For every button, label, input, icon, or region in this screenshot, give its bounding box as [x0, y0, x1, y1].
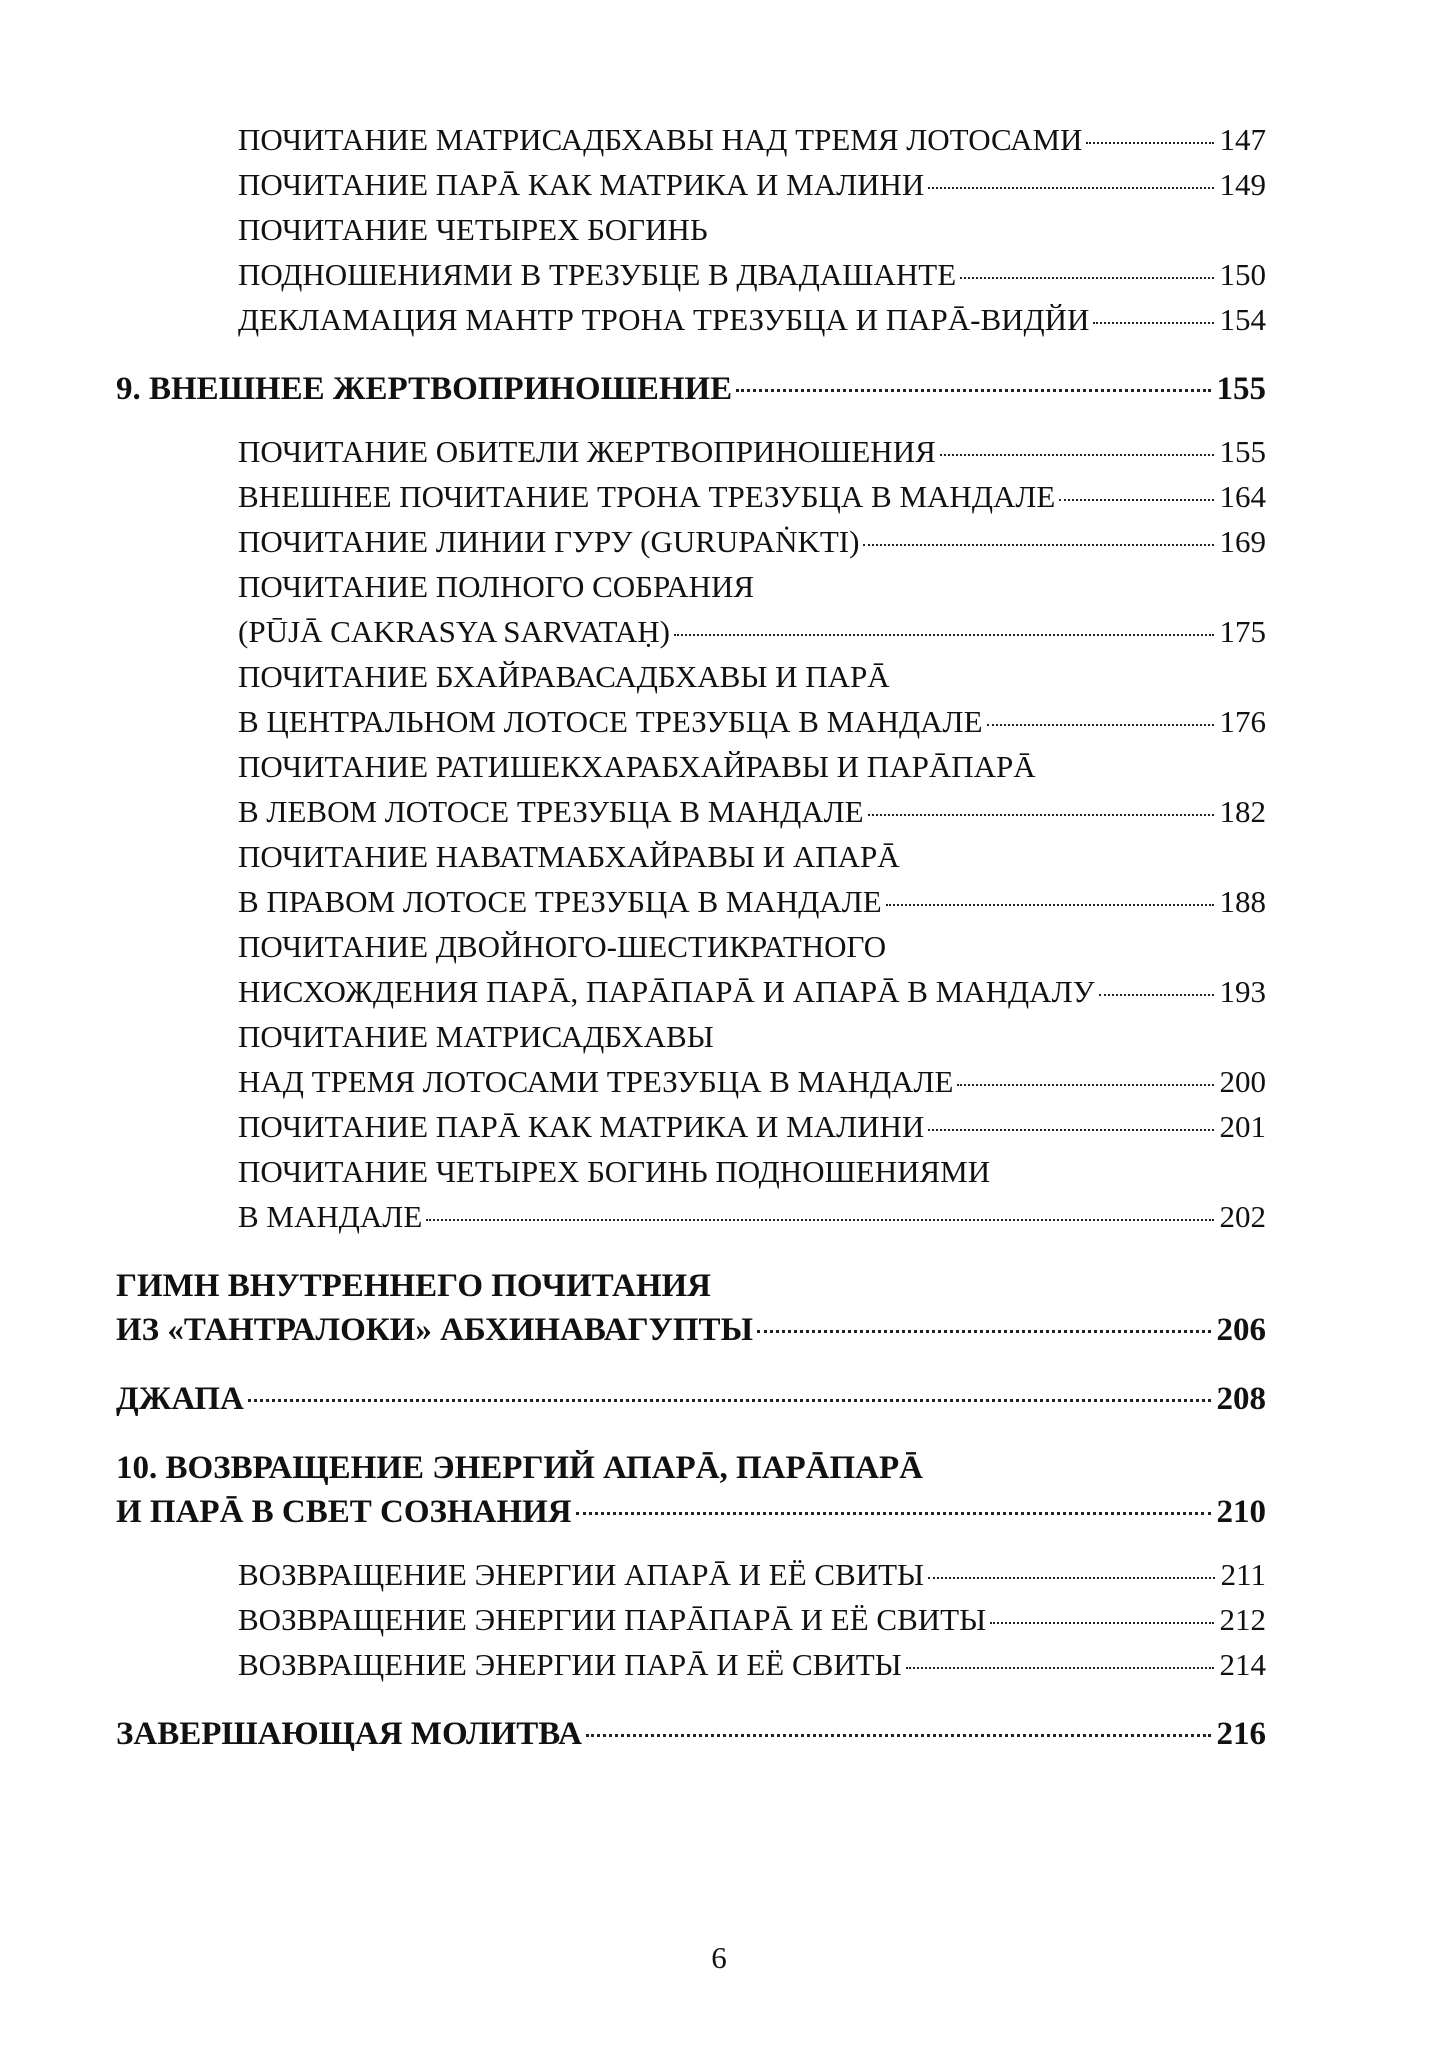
toc-entry-title: В ЛЕВОМ ЛОТОСЕ ТРЕЗУБЦА В МАНДАЛЕ: [238, 794, 864, 829]
toc-page-number: 206: [1216, 1312, 1266, 1348]
toc-page-number: 214: [1219, 1647, 1266, 1682]
dot-leader: [426, 1219, 1213, 1221]
toc-entry-line-with-page: [238, 474, 1266, 519]
dot-leader: [928, 187, 1213, 189]
toc-chapter-entry[interactable]: [116, 1264, 1266, 1352]
toc-page-number: 216: [1216, 1716, 1266, 1752]
toc-entry-title: И ПАРĀ В СВЕТ СОЗНАНИЯ: [116, 1494, 572, 1530]
toc-page-number: 147: [1219, 122, 1266, 157]
toc-page-number: 182: [1219, 794, 1266, 829]
toc-entry-title: (PŪJĀ CAKRASYA SARVATAḤ): [238, 614, 671, 649]
toc-entry-line-with-page: [116, 1490, 1266, 1534]
toc-section-entry[interactable]: [177, 519, 1266, 564]
dot-leader: [576, 1512, 1211, 1515]
dot-leader: [940, 454, 1214, 456]
toc-entry-line-with-page: [238, 1194, 1266, 1239]
toc-entry-title: ЗАВЕРШАЮЩАЯ МОЛИТВА: [116, 1716, 583, 1752]
toc-section-entry[interactable]: [177, 162, 1266, 207]
toc-entry-line-with-page: [238, 519, 1266, 564]
toc-entry-line: [238, 1149, 1266, 1194]
toc-entry-line: [238, 564, 1266, 609]
toc-entry-line: [238, 834, 1266, 879]
toc-entry-title: ПОЧИТАНИЕ МАТРИСАДБХАВЫ: [238, 1019, 714, 1054]
toc-entry-title: ВОЗВРАЩЕНИЕ ЭНЕРГИИ АПАРĀ И ЕЁ СВИТЫ: [238, 1557, 925, 1592]
toc-section-entry[interactable]: [177, 834, 1266, 924]
dot-leader: [736, 389, 1210, 392]
toc-entry-line-with-page: [238, 1642, 1266, 1687]
toc-page-number: 175: [1219, 614, 1266, 649]
toc-entry-title: В ПРАВОМ ЛОТОСЕ ТРЕЗУБЦА В МАНДАЛЕ: [238, 884, 882, 919]
toc-entry-line-with-page: [238, 609, 1266, 654]
dot-leader: [248, 1399, 1211, 1402]
toc-entry-title: ПОЧИТАНИЕ ОБИТЕЛИ ЖЕРТВОПРИНОШЕНИЯ: [238, 434, 936, 469]
table-of-contents: [116, 117, 1266, 1756]
toc-entry-title: НАД ТРЕМЯ ЛОТОСАМИ ТРЕЗУБЦА В МАНДАЛЕ: [238, 1064, 954, 1099]
dot-leader: [990, 1622, 1213, 1624]
toc-section-entry[interactable]: [177, 1014, 1266, 1104]
toc-entry-title: ПОЧИТАНИЕ ДВОЙНОГО-ШЕСТИКРАТНОГО: [238, 929, 887, 964]
toc-page-number: 212: [1219, 1602, 1266, 1637]
toc-entry-line: [116, 1446, 1266, 1490]
toc-entry-line-with-page: [238, 699, 1266, 744]
toc-entry-line-with-page: [238, 969, 1266, 1014]
toc-entry-title: ПОЧИТАНИЕ ПОЛНОГО СОБРАНИЯ: [238, 569, 755, 604]
toc-entry-line: [238, 207, 1266, 252]
toc-entry-line-with-page: [116, 1712, 1266, 1756]
toc-entry-line: [238, 924, 1266, 969]
toc-page-number: 149: [1219, 167, 1266, 202]
dot-leader: [960, 277, 1213, 279]
toc-section-entry[interactable]: [177, 474, 1266, 519]
toc-page-number: 208: [1216, 1381, 1266, 1417]
dot-leader: [674, 634, 1213, 636]
toc-entry-title: ИЗ «ТАНТРАЛОКИ» АБХИНАВАГУПТЫ: [116, 1312, 753, 1348]
toc-chapter-entry[interactable]: [116, 1712, 1266, 1756]
dot-leader: [906, 1667, 1214, 1669]
dot-leader: [1099, 994, 1214, 996]
dot-leader: [868, 814, 1214, 816]
toc-page-number: 169: [1219, 524, 1266, 559]
toc-entry-title: ВНЕШНЕЕ ПОЧИТАНИЕ ТРОНА ТРЕЗУБЦА В МАНДАЛЕ: [238, 479, 1056, 514]
toc-entry-title: НИСХОЖДЕНИЯ ПАРĀ, ПАРĀПАРĀ И АПАРĀ В МАНДАЛУ: [238, 974, 1095, 1009]
toc-entry-line-with-page: [238, 879, 1266, 924]
toc-section-entry[interactable]: [177, 429, 1266, 474]
toc-chapter-entry[interactable]: [116, 1377, 1266, 1421]
dot-leader: [757, 1330, 1211, 1333]
toc-entry-line-with-page: [116, 367, 1266, 411]
toc-entry-title: ПОЧИТАНИЕ МАТРИСАДБХАВЫ НАД ТРЕМЯ ЛОТОСАМИ: [238, 122, 1083, 157]
toc-page-number: 200: [1219, 1064, 1266, 1099]
toc-entry-title: ПОЧИТАНИЕ БХАЙРАВАСАДБХАВЫ И ПАРĀ: [238, 659, 890, 694]
toc-entry-title: В МАНДАЛЕ: [238, 1199, 423, 1234]
toc-entry-title: ПОЧИТАНИЕ ПАРĀ КАК МАТРИКА И МАЛИНИ: [238, 1109, 925, 1144]
toc-entry-title: ПОЧИТАНИЕ ЛИНИИ ГУРУ (GURUPAṄKTI): [238, 524, 860, 559]
toc-page-number: 188: [1219, 884, 1266, 919]
toc-chapter-entry[interactable]: [116, 367, 1266, 411]
toc-section-entry[interactable]: [177, 564, 1266, 654]
dot-leader: [886, 904, 1214, 906]
dot-leader: [987, 724, 1214, 726]
toc-entry-line: [116, 1264, 1266, 1308]
toc-entry-line: [238, 654, 1266, 699]
toc-page-number: 154: [1219, 302, 1266, 337]
dot-leader: [1086, 142, 1213, 144]
toc-section-entry[interactable]: [177, 924, 1266, 1014]
toc-section-entry[interactable]: [177, 117, 1266, 162]
dot-leader: [1059, 499, 1213, 501]
dot-leader: [1093, 322, 1213, 324]
toc-entry-line-with-page: [238, 1104, 1266, 1149]
page-number: 6: [711, 1940, 727, 1975]
toc-page-number: 150: [1219, 257, 1266, 292]
dot-leader: [957, 1084, 1213, 1086]
toc-section-entry[interactable]: [177, 1149, 1266, 1239]
toc-entry-line-with-page: [238, 162, 1266, 207]
toc-page-number: 155: [1216, 371, 1266, 407]
toc-entry-title: ПОЧИТАНИЕ ЧЕТЫРЕХ БОГИНЬ: [238, 212, 708, 247]
toc-page-number: 176: [1219, 704, 1266, 739]
toc-entry-title: ДЖАПА: [116, 1381, 244, 1417]
toc-section-entry[interactable]: [177, 744, 1266, 834]
toc-page-number: 164: [1219, 479, 1266, 514]
toc-entry-title: ПОЧИТАНИЕ РАТИШЕКХАРАБХАЙРАВЫ И ПАРĀПАРĀ: [238, 749, 1036, 784]
toc-section-entry[interactable]: [177, 1552, 1266, 1597]
toc-entry-line: [238, 1014, 1266, 1059]
dot-leader: [928, 1129, 1213, 1131]
toc-section-entry[interactable]: [177, 1104, 1266, 1149]
toc-entry-line: [238, 744, 1266, 789]
toc-chapter-entry[interactable]: [116, 1446, 1266, 1534]
dot-leader: [586, 1734, 1210, 1737]
toc-entry-line-with-page: [116, 1308, 1266, 1352]
toc-entry-title: ВОЗВРАЩЕНИЕ ЭНЕРГИИ ПАРĀ И ЕЁ СВИТЫ: [238, 1647, 902, 1682]
toc-entry-line-with-page: [238, 297, 1266, 342]
toc-entry-title: ПОЧИТАНИЕ ЧЕТЫРЕХ БОГИНЬ ПОДНОШЕНИЯМИ: [238, 1154, 991, 1189]
toc-entry-title: ВОЗВРАЩЕНИЕ ЭНЕРГИИ ПАРĀПАРĀ И ЕЁ СВИТЫ: [238, 1602, 987, 1637]
toc-entry-title: 10. ВОЗВРАЩЕНИЕ ЭНЕРГИЙ АПАРĀ, ПАРĀПАРĀ: [116, 1450, 924, 1486]
toc-section-entry[interactable]: [177, 297, 1266, 342]
toc-entry-title: ПОДНОШЕНИЯМИ В ТРЕЗУБЦЕ В ДВАДАШАНТЕ: [238, 257, 957, 292]
toc-entry-title: ПОЧИТАНИЕ ПАРĀ КАК МАТРИКА И МАЛИНИ: [238, 167, 925, 202]
toc-entry-title: ПОЧИТАНИЕ НАВАТМАБХАЙРАВЫ И АПАРĀ: [238, 839, 900, 874]
toc-section-entry[interactable]: [177, 654, 1266, 744]
toc-section-entry[interactable]: [177, 207, 1266, 297]
toc-page-number: 202: [1219, 1199, 1266, 1234]
toc-page-number: 210: [1216, 1494, 1266, 1530]
toc-section-entry[interactable]: [177, 1597, 1266, 1642]
dot-leader: [928, 1577, 1215, 1579]
toc-entry-line-with-page: [238, 789, 1266, 834]
toc-page-number: 201: [1219, 1109, 1266, 1144]
toc-entry-line-with-page: [238, 1597, 1266, 1642]
toc-entry-line-with-page: [116, 1377, 1266, 1421]
dot-leader: [863, 544, 1213, 546]
toc-entry-line-with-page: [238, 429, 1266, 474]
toc-entry-title: ГИМН ВНУТРЕННЕГО ПОЧИТАНИЯ: [116, 1268, 712, 1304]
toc-entry-line-with-page: [238, 1552, 1266, 1597]
toc-entry-line-with-page: [238, 1059, 1266, 1104]
toc-entry-line-with-page: [238, 252, 1266, 297]
toc-entry-title: 9. ВНЕШНЕЕ ЖЕРТВОПРИНОШЕНИЕ: [116, 371, 733, 407]
toc-section-entry[interactable]: [177, 1642, 1266, 1687]
toc-page-number: 155: [1219, 434, 1266, 469]
toc-page-number: 211: [1220, 1557, 1266, 1592]
toc-entry-title: В ЦЕНТРАЛЬНОМ ЛОТОСЕ ТРЕЗУБЦА В МАНДАЛЕ: [238, 704, 983, 739]
toc-entry-title: ДЕКЛАМАЦИЯ МАНТР ТРОНА ТРЕЗУБЦА И ПАРĀ-ВИДЙИ: [238, 302, 1090, 337]
toc-entry-line-with-page: [238, 117, 1266, 162]
toc-page-number: 193: [1219, 974, 1266, 1009]
